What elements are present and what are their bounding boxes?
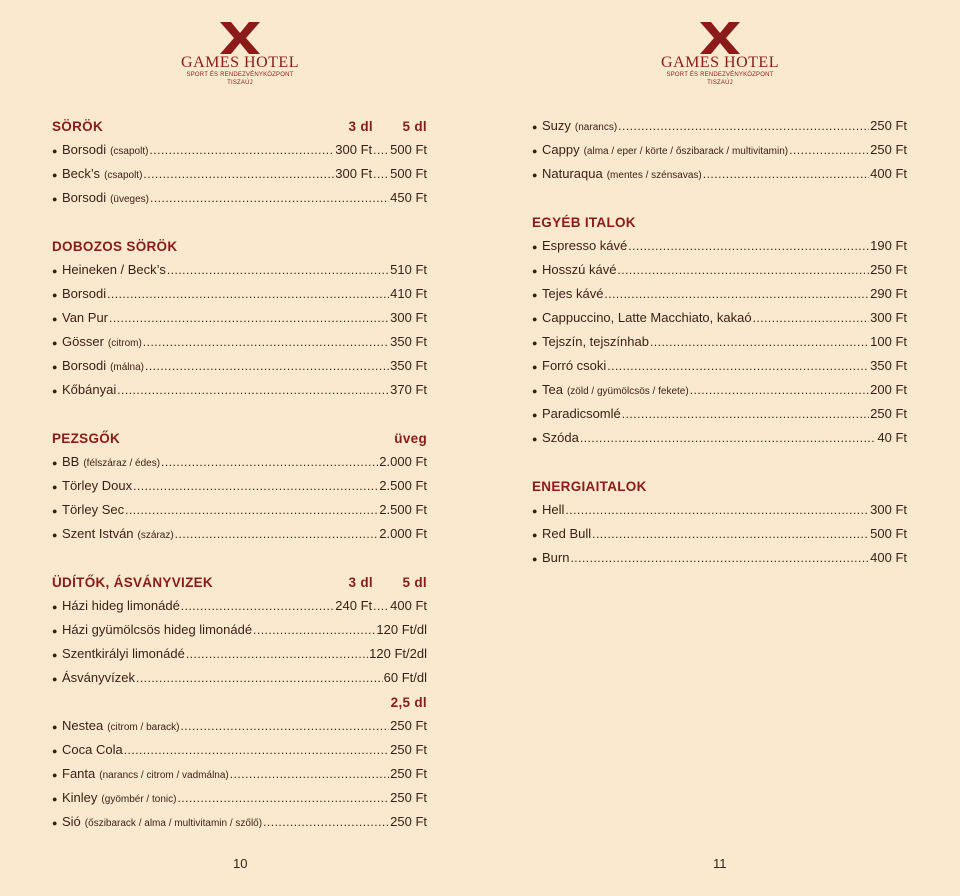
menu-item bbox=[52, 594, 427, 618]
bullet-icon: ● bbox=[532, 314, 538, 324]
item-price: 250 Ft bbox=[390, 814, 427, 829]
bullet-icon: ● bbox=[52, 146, 58, 156]
dot-leader bbox=[150, 186, 389, 210]
item-price: 250 Ft bbox=[870, 118, 907, 133]
menu-item bbox=[52, 354, 427, 378]
item-note: (üveges) bbox=[110, 194, 149, 205]
menu-item bbox=[52, 258, 427, 282]
section-heading-egyeb bbox=[532, 210, 907, 234]
item-name: Házi hideg limonádé bbox=[62, 598, 180, 613]
bullet-icon: ● bbox=[52, 674, 58, 684]
item-price: 250 Ft bbox=[870, 142, 907, 157]
item-price: 2.000 Ft bbox=[379, 454, 427, 469]
menu-item bbox=[52, 450, 427, 474]
page-number: 10 bbox=[233, 856, 248, 871]
item-price: 300 Ft bbox=[390, 310, 427, 325]
dot-leader bbox=[565, 498, 869, 522]
bullet-icon: ● bbox=[52, 794, 58, 804]
section-heading-dobozos bbox=[52, 234, 427, 258]
x-logo-icon bbox=[220, 22, 260, 54]
item-price: 120 Ft/dl bbox=[376, 622, 427, 637]
dot-leader bbox=[136, 666, 383, 690]
item-note: (félszáraz / édes) bbox=[83, 458, 161, 469]
bullet-icon: ● bbox=[52, 602, 58, 612]
item-note: (narancs / citrom / vadmálna) bbox=[99, 770, 229, 781]
item-name: Nestea bbox=[62, 718, 104, 733]
dot-leader bbox=[117, 378, 389, 402]
item-note: (csapolt) bbox=[104, 170, 143, 181]
bullet-icon: ● bbox=[532, 170, 538, 180]
dot-leader bbox=[125, 498, 378, 522]
item-price: 120 Ft/2dl bbox=[369, 646, 427, 661]
bullet-icon: ● bbox=[532, 386, 538, 396]
dot-leader bbox=[143, 330, 389, 354]
item-name: Fanta bbox=[62, 766, 96, 781]
item-name: Van Pur bbox=[62, 310, 109, 325]
item-name: Suzy bbox=[542, 118, 571, 133]
item-price: 300 Ft bbox=[870, 310, 907, 325]
left-menu-column bbox=[52, 114, 427, 834]
menu-item bbox=[52, 186, 427, 210]
item-name: Szentkirályi limonádé bbox=[62, 646, 185, 661]
section-heading-energia bbox=[532, 474, 907, 498]
bullet-icon: ● bbox=[52, 722, 58, 732]
bullet-icon: ● bbox=[52, 458, 58, 468]
item-name: Coca Cola bbox=[62, 742, 123, 757]
dot-leader bbox=[175, 522, 379, 546]
dot-leader bbox=[149, 138, 334, 162]
dot-leader bbox=[143, 162, 334, 186]
bullet-icon: ● bbox=[52, 650, 58, 660]
bullet-icon: ● bbox=[52, 626, 58, 636]
bullet-icon: ● bbox=[532, 146, 538, 156]
heading-col1: 3 dl bbox=[348, 118, 373, 134]
menu-item bbox=[52, 738, 427, 762]
dot-leader bbox=[570, 546, 869, 570]
menu-item bbox=[52, 642, 427, 666]
dot-leader bbox=[145, 354, 389, 378]
item-price: 60 Ft/dl bbox=[383, 670, 427, 685]
bullet-icon: ● bbox=[52, 362, 58, 372]
dot-leader bbox=[253, 618, 375, 642]
item-name: Espresso kávé bbox=[542, 238, 628, 253]
bullet-icon: ● bbox=[532, 554, 538, 564]
item-price: 350 Ft bbox=[390, 334, 427, 349]
dot-leader bbox=[263, 810, 389, 834]
item-name: Tejes kávé bbox=[542, 286, 604, 301]
item-price: 250 Ft bbox=[390, 790, 427, 805]
item-note: (őszibarack / alma / multivitamin / szőlő) bbox=[84, 818, 263, 829]
item-name: Beck’s bbox=[62, 166, 101, 181]
item-price-large: 500 Ft bbox=[390, 142, 427, 157]
item-price: 290 Ft bbox=[870, 286, 907, 301]
menu-item bbox=[52, 378, 427, 402]
dot-leader bbox=[373, 594, 389, 618]
logo-subtitle: SPORT ÉS RENDEZVÉNYKÖZPONT TISZAÚJ bbox=[186, 72, 294, 86]
heading-title: ENERGIAITALOK bbox=[532, 478, 647, 494]
bullet-icon: ● bbox=[532, 530, 538, 540]
page-number: 11 bbox=[713, 856, 727, 871]
section-subheading-25dl bbox=[52, 690, 427, 714]
bullet-icon: ● bbox=[52, 746, 58, 756]
item-name: Borsodi bbox=[62, 286, 107, 301]
bullet-icon: ● bbox=[52, 386, 58, 396]
dot-leader bbox=[604, 282, 869, 306]
bullet-icon: ● bbox=[52, 482, 58, 492]
item-price: 400 Ft bbox=[870, 550, 907, 565]
dot-leader bbox=[124, 738, 389, 762]
bullet-icon: ● bbox=[532, 434, 538, 444]
section-heading-sorok bbox=[52, 114, 427, 138]
right-page bbox=[480, 0, 960, 896]
menu-list bbox=[52, 594, 427, 690]
item-price: 510 Ft bbox=[390, 262, 427, 277]
heading-col1: üveg bbox=[394, 430, 427, 446]
item-name: Paradicsomlé bbox=[542, 406, 621, 421]
menu-item bbox=[52, 162, 427, 186]
item-name: Heineken / Beck’s bbox=[62, 262, 166, 277]
menu-item bbox=[532, 138, 907, 162]
dot-leader bbox=[617, 258, 869, 282]
bullet-icon: ● bbox=[532, 266, 538, 276]
bullet-icon: ● bbox=[52, 314, 58, 324]
item-name: Szent István bbox=[62, 526, 134, 541]
menu-item bbox=[52, 138, 427, 162]
menu-item bbox=[52, 786, 427, 810]
item-price: 250 Ft bbox=[390, 742, 427, 757]
dot-leader bbox=[373, 138, 389, 162]
dot-leader bbox=[373, 162, 389, 186]
item-note: (málna) bbox=[110, 362, 144, 373]
item-name: Házi gyümölcsös hideg limonádé bbox=[62, 622, 253, 637]
item-note: (gyömbér / tonic) bbox=[101, 794, 177, 805]
item-name: Ásványvízek bbox=[62, 670, 135, 685]
item-note: (csapolt) bbox=[110, 146, 149, 157]
hotel-logo bbox=[180, 22, 300, 87]
section-heading-pezsgok bbox=[52, 426, 427, 450]
item-price: 2.000 Ft bbox=[379, 526, 427, 541]
item-price: 40 Ft bbox=[877, 430, 907, 445]
item-price: 350 Ft bbox=[390, 358, 427, 373]
menu-list bbox=[532, 114, 907, 186]
menu-list bbox=[52, 138, 427, 210]
menu-item bbox=[532, 546, 907, 570]
item-name: Törley Doux bbox=[62, 478, 133, 493]
heading-title: ÜDÍTŐK, ÁSVÁNYVIZEK bbox=[52, 574, 213, 590]
item-name: Hosszú kávé bbox=[542, 262, 617, 277]
menu-list bbox=[52, 258, 427, 402]
item-price: 2.500 Ft bbox=[379, 478, 427, 493]
right-menu-column bbox=[532, 114, 907, 570]
menu-item bbox=[52, 498, 427, 522]
dot-leader bbox=[618, 114, 869, 138]
dot-leader bbox=[607, 354, 869, 378]
item-name: Forró csoki bbox=[542, 358, 607, 373]
item-price: 250 Ft bbox=[390, 718, 427, 733]
menu-item bbox=[52, 306, 427, 330]
item-name: BB bbox=[62, 454, 80, 469]
bullet-icon: ● bbox=[52, 338, 58, 348]
item-name: Hell bbox=[542, 502, 565, 517]
item-name: Borsodi bbox=[62, 190, 107, 205]
heading-title: EGYÉB ITALOK bbox=[532, 214, 636, 230]
bullet-icon: ● bbox=[532, 506, 538, 516]
item-name: Kinley bbox=[62, 790, 98, 805]
bullet-icon: ● bbox=[532, 410, 538, 420]
menu-item bbox=[52, 666, 427, 690]
item-price-large: 400 Ft bbox=[390, 598, 427, 613]
item-note: (száraz) bbox=[137, 530, 174, 541]
dot-leader bbox=[161, 450, 378, 474]
bullet-icon: ● bbox=[52, 818, 58, 828]
menu-list bbox=[532, 498, 907, 570]
dot-leader bbox=[186, 642, 368, 666]
heading-col1: 2,5 dl bbox=[390, 694, 427, 710]
menu-item bbox=[52, 474, 427, 498]
item-name: Borsodi bbox=[62, 142, 107, 157]
heading-title: DOBOZOS SÖRÖK bbox=[52, 238, 178, 254]
menu-item bbox=[532, 114, 907, 138]
item-name: Tejszín, tejszínhab bbox=[542, 334, 649, 349]
menu-item bbox=[52, 522, 427, 546]
item-name: Gösser bbox=[62, 334, 104, 349]
item-price: 100 Ft bbox=[870, 334, 907, 349]
item-price: 300 Ft bbox=[335, 166, 373, 181]
dot-leader bbox=[628, 234, 869, 258]
dot-leader bbox=[703, 162, 869, 186]
heading-col2: 5 dl bbox=[402, 574, 427, 590]
menu-item bbox=[532, 522, 907, 546]
item-price: 370 Ft bbox=[390, 382, 427, 397]
bullet-icon: ● bbox=[52, 266, 58, 276]
logo-brand: GAMES HOTEL bbox=[661, 54, 779, 71]
item-price: 200 Ft bbox=[870, 382, 907, 397]
item-name: Törley Sec bbox=[62, 502, 125, 517]
dot-leader bbox=[109, 306, 389, 330]
heading-col2: 5 dl bbox=[402, 118, 427, 134]
item-price: 240 Ft bbox=[335, 598, 373, 613]
menu-list bbox=[52, 450, 427, 546]
menu-item bbox=[532, 378, 907, 402]
menu-item bbox=[532, 330, 907, 354]
menu-item bbox=[52, 330, 427, 354]
section-heading-uditok bbox=[52, 570, 427, 594]
menu-item bbox=[532, 234, 907, 258]
menu-item bbox=[52, 714, 427, 738]
dot-leader bbox=[650, 330, 869, 354]
item-name: Kőbányai bbox=[62, 382, 117, 397]
item-note: (zöld / gyümölcsös / fekete) bbox=[566, 386, 689, 397]
dot-leader bbox=[180, 714, 389, 738]
bullet-icon: ● bbox=[532, 338, 538, 348]
bullet-icon: ● bbox=[532, 122, 538, 132]
item-price: 400 Ft bbox=[870, 166, 907, 181]
item-note: (alma / eper / körte / őszibarack / multivitamin) bbox=[583, 146, 789, 157]
item-note: (mentes / szénsavas) bbox=[606, 170, 702, 181]
bullet-icon: ● bbox=[532, 242, 538, 252]
heading-col1: 3 dl bbox=[348, 574, 373, 590]
dot-leader bbox=[592, 522, 869, 546]
heading-title: SÖRÖK bbox=[52, 118, 104, 134]
item-price: 300 Ft bbox=[335, 142, 373, 157]
item-price-large: 500 Ft bbox=[390, 166, 427, 181]
bullet-icon: ● bbox=[52, 170, 58, 180]
menu-item bbox=[532, 282, 907, 306]
menu-item bbox=[52, 762, 427, 786]
item-name: Borsodi bbox=[62, 358, 107, 373]
item-name: Naturaqua bbox=[542, 166, 603, 181]
item-name: Cappy bbox=[542, 142, 580, 157]
item-price: 410 Ft bbox=[390, 286, 427, 301]
item-price: 250 Ft bbox=[870, 262, 907, 277]
dot-leader bbox=[622, 402, 869, 426]
item-name: Szóda bbox=[542, 430, 579, 445]
menu-item bbox=[532, 402, 907, 426]
item-price: 350 Ft bbox=[870, 358, 907, 373]
item-price: 190 Ft bbox=[870, 238, 907, 253]
item-price: 500 Ft bbox=[870, 526, 907, 541]
dot-leader bbox=[580, 426, 877, 450]
dot-leader bbox=[107, 282, 389, 306]
item-note: (citrom / barack) bbox=[107, 722, 180, 733]
item-price: 300 Ft bbox=[870, 502, 907, 517]
dot-leader bbox=[181, 594, 334, 618]
item-price: 250 Ft bbox=[390, 766, 427, 781]
item-name: Burn bbox=[542, 550, 570, 565]
bullet-icon: ● bbox=[52, 194, 58, 204]
dot-leader bbox=[133, 474, 378, 498]
menu-list bbox=[52, 714, 427, 834]
dot-leader bbox=[789, 138, 869, 162]
logo-brand: GAMES HOTEL bbox=[181, 54, 299, 71]
bullet-icon: ● bbox=[52, 530, 58, 540]
hotel-logo bbox=[660, 22, 780, 87]
heading-title: PEZSGŐK bbox=[52, 430, 121, 446]
menu-item bbox=[532, 498, 907, 522]
item-price: 2.500 Ft bbox=[379, 502, 427, 517]
bullet-icon: ● bbox=[532, 362, 538, 372]
dot-leader bbox=[230, 762, 389, 786]
menu-item bbox=[532, 426, 907, 450]
dot-leader bbox=[690, 378, 869, 402]
item-name: Red Bull bbox=[542, 526, 592, 541]
item-note: (citrom) bbox=[107, 338, 142, 349]
item-name: Cappuccino, Latte Macchiato, kakaó bbox=[542, 310, 752, 325]
menu-item bbox=[532, 258, 907, 282]
item-price: 250 Ft bbox=[870, 406, 907, 421]
bullet-icon: ● bbox=[52, 290, 58, 300]
bullet-icon: ● bbox=[52, 770, 58, 780]
x-logo-icon bbox=[700, 22, 740, 54]
item-name: Tea bbox=[542, 382, 563, 397]
logo-subtitle: SPORT ÉS RENDEZVÉNYKÖZPONT TISZAÚJ bbox=[666, 72, 774, 86]
item-price: 450 Ft bbox=[390, 190, 427, 205]
menu-item bbox=[52, 282, 427, 306]
menu-item bbox=[52, 810, 427, 834]
menu-item bbox=[52, 618, 427, 642]
item-name: Sió bbox=[62, 814, 81, 829]
dot-leader bbox=[753, 306, 870, 330]
dot-leader bbox=[177, 786, 389, 810]
item-note: (narancs) bbox=[574, 122, 618, 133]
dot-leader bbox=[167, 258, 389, 282]
bullet-icon: ● bbox=[52, 506, 58, 516]
menu-item bbox=[532, 162, 907, 186]
menu-item bbox=[532, 354, 907, 378]
bullet-icon: ● bbox=[532, 290, 538, 300]
menu-item bbox=[532, 306, 907, 330]
menu-list bbox=[532, 234, 907, 450]
